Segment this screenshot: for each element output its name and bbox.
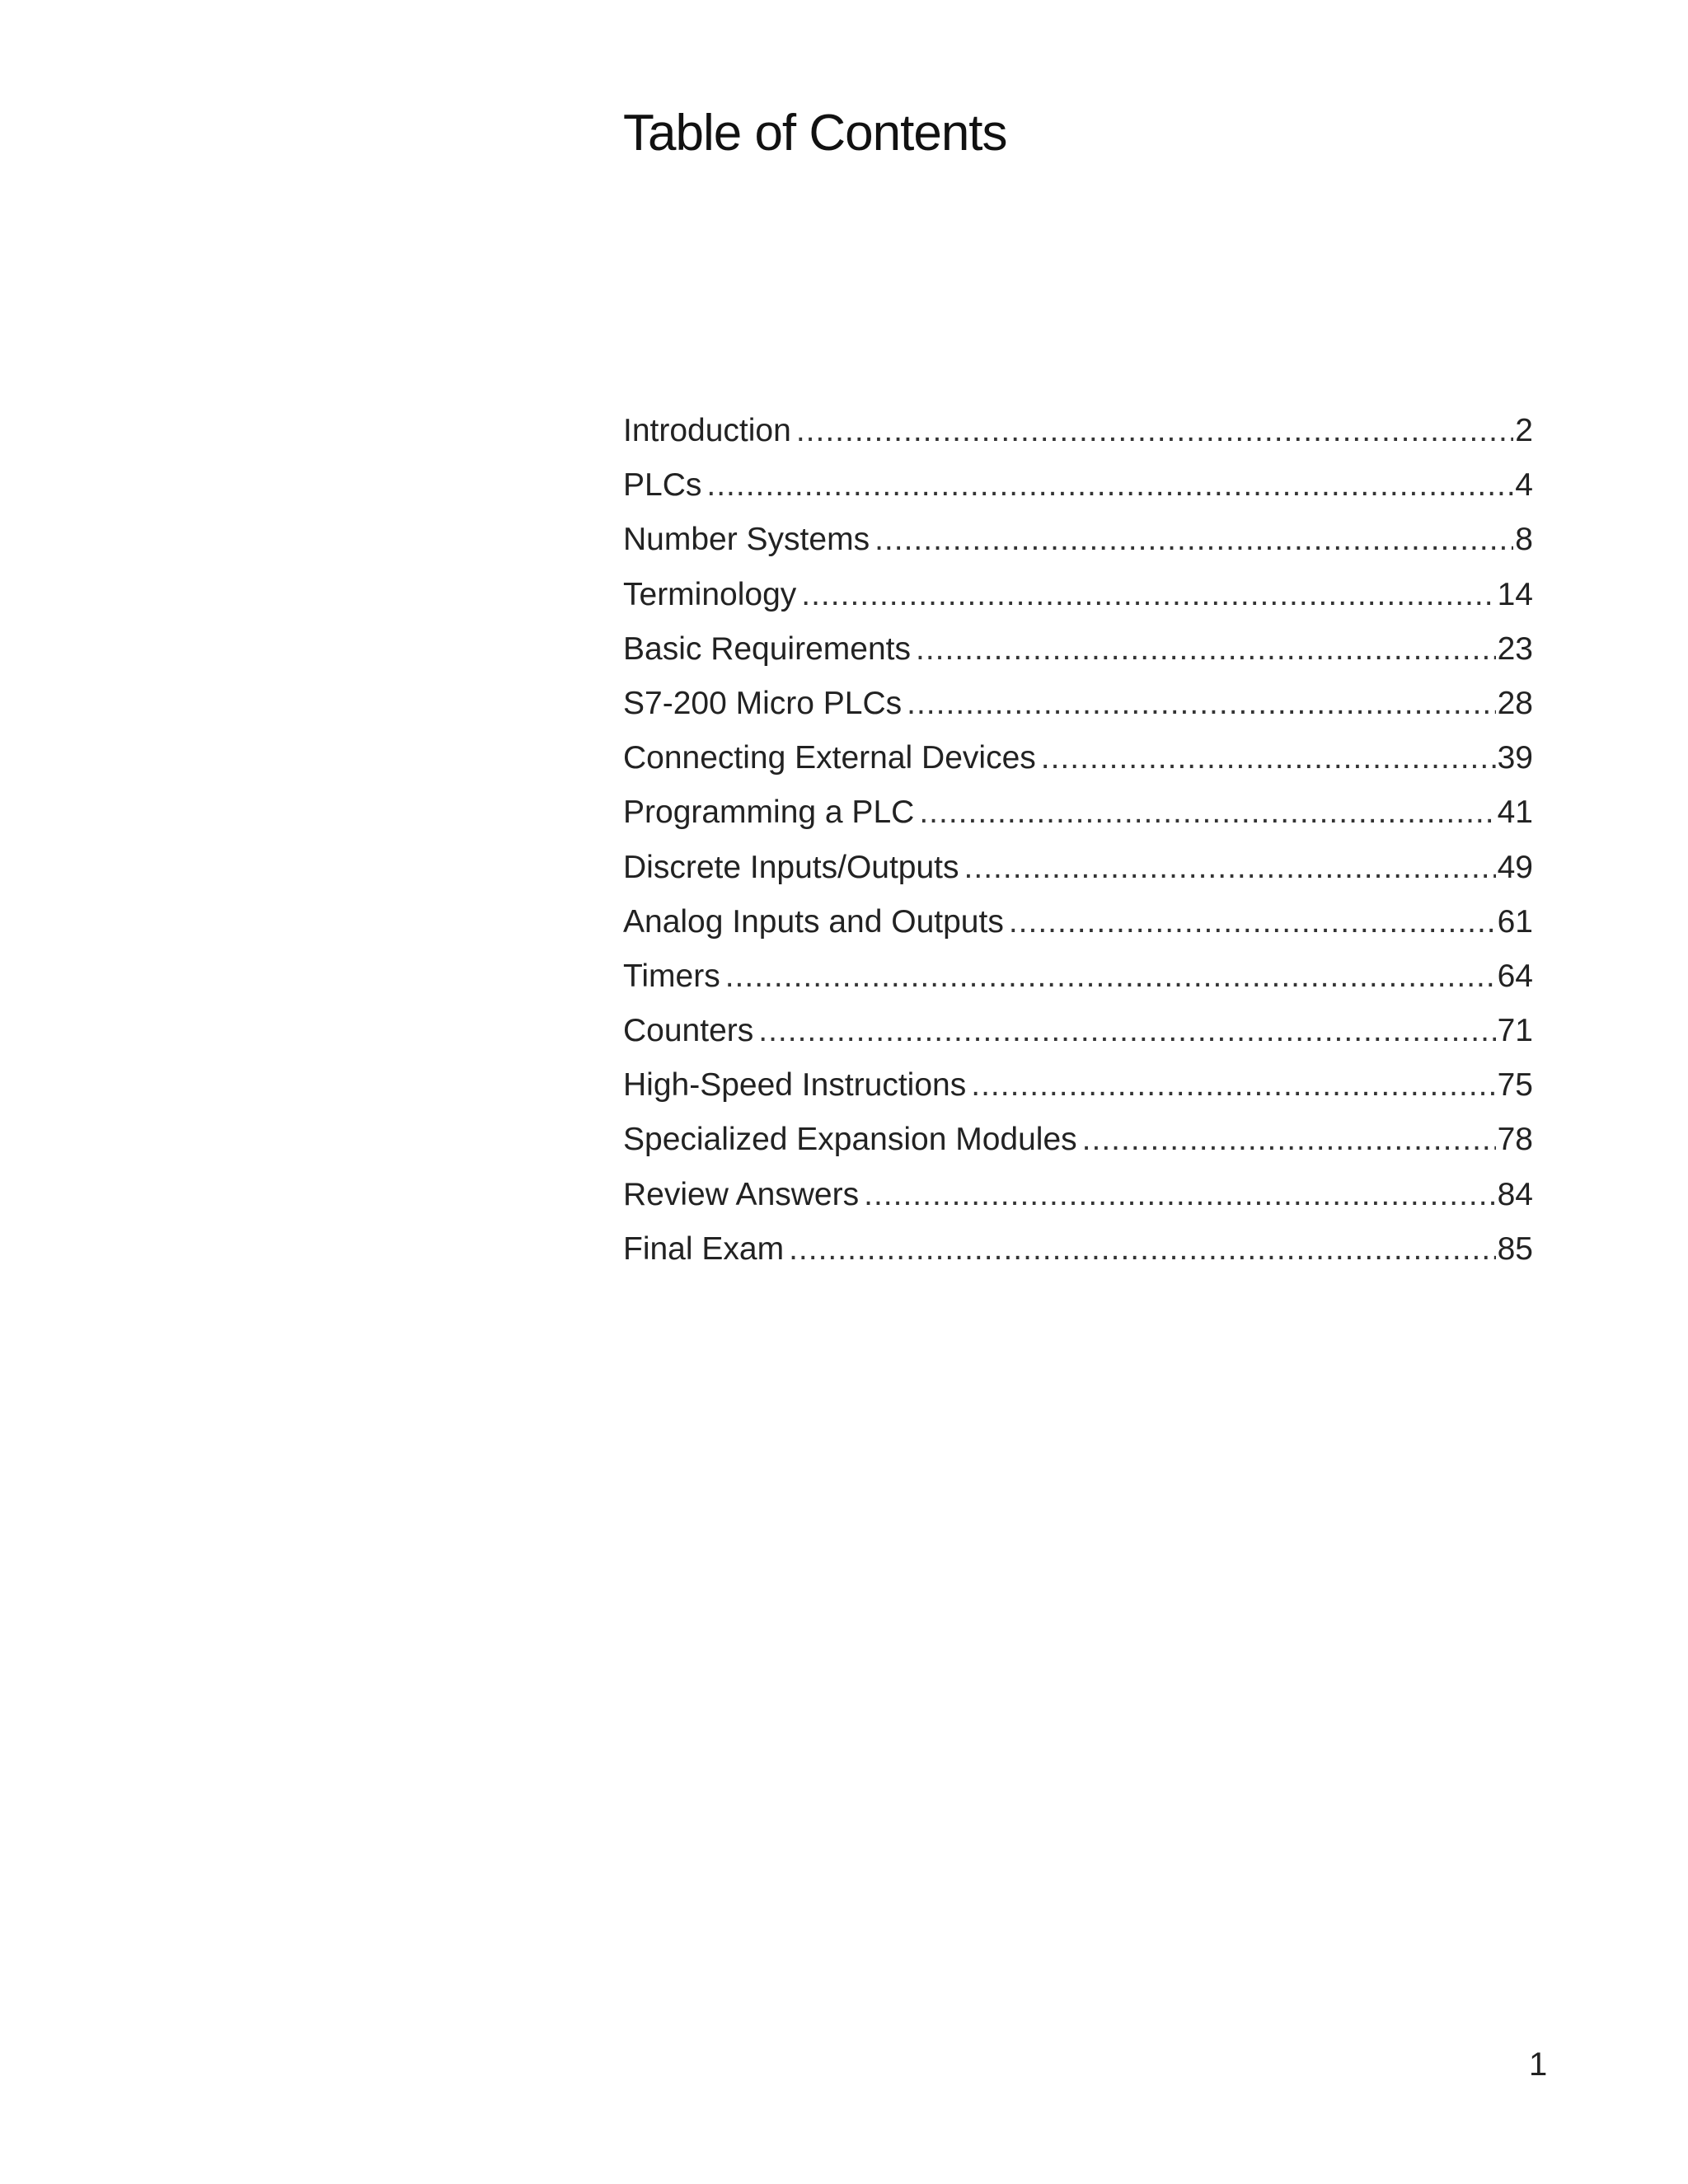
toc-dot-leader <box>758 1004 1495 1058</box>
toc-entry[interactable] <box>623 841 1533 895</box>
toc-entry[interactable] <box>623 458 1533 513</box>
toc-entry[interactable] <box>623 1004 1533 1058</box>
toc-dot-leader <box>919 785 1495 840</box>
toc-entry[interactable] <box>623 622 1533 677</box>
toc-entry[interactable] <box>623 404 1533 458</box>
toc-entry-page: 8 <box>1515 522 1533 558</box>
toc-entry-page: 41 <box>1497 794 1533 831</box>
toc-entry-title: Counters <box>623 1013 754 1049</box>
toc-dot-leader <box>801 568 1495 622</box>
toc-entry-page: 78 <box>1497 1122 1533 1158</box>
toc-entry-page: 4 <box>1515 467 1533 504</box>
toc-entry-page: 85 <box>1497 1230 1533 1267</box>
toc-dot-leader <box>789 1222 1496 1277</box>
toc-entry-page: 23 <box>1497 630 1533 667</box>
toc-dot-leader <box>971 1058 1495 1113</box>
toc-entry-page: 71 <box>1497 1013 1533 1049</box>
toc-dot-leader <box>706 458 1513 513</box>
toc-entry-title: Programming a PLC <box>623 794 915 831</box>
toc-dot-leader <box>874 513 1513 567</box>
toc-entry-title: PLCs <box>623 467 702 504</box>
toc-entry-page: 61 <box>1497 903 1533 940</box>
table-of-contents <box>623 404 1533 1277</box>
toc-dot-leader <box>916 622 1496 677</box>
toc-entry-title: Basic Requirements <box>623 630 911 667</box>
toc-entry-title: Terminology <box>623 576 797 612</box>
toc-dot-leader <box>1041 731 1496 785</box>
toc-entry[interactable] <box>623 1113 1533 1167</box>
toc-entry-title: Number Systems <box>623 522 870 558</box>
toc-entry-title: High-Speed Instructions <box>623 1067 967 1104</box>
toc-entry-title: Introduction <box>623 413 791 448</box>
toc-entry[interactable] <box>623 1168 1533 1222</box>
toc-dot-leader <box>1082 1113 1496 1167</box>
toc-entry-page: 28 <box>1497 685 1533 721</box>
toc-entry-page: 75 <box>1497 1067 1533 1104</box>
toc-entry-page: 14 <box>1497 576 1533 612</box>
toc-entry-title: Specialized Expansion Modules <box>623 1122 1077 1158</box>
toc-entry-title: Analog Inputs and Outputs <box>623 903 1004 940</box>
toc-entry-page: 49 <box>1497 849 1533 885</box>
toc-entry-page: 2 <box>1515 413 1533 448</box>
page-title: Table of Contents <box>623 105 1007 162</box>
toc-dot-leader <box>864 1168 1496 1222</box>
toc-dot-leader <box>796 404 1513 458</box>
toc-entry[interactable] <box>623 785 1533 840</box>
toc-entry[interactable] <box>623 677 1533 731</box>
toc-entry-title: S7-200 Micro PLCs <box>623 685 903 721</box>
toc-entry-title: Final Exam <box>623 1230 785 1267</box>
toc-entry-page: 39 <box>1497 740 1533 776</box>
toc-entry-page: 84 <box>1497 1176 1533 1212</box>
toc-entry[interactable] <box>623 731 1533 785</box>
toc-entry-title: Timers <box>623 958 720 994</box>
toc-entry[interactable] <box>623 568 1533 622</box>
toc-entry-title: Discrete Inputs/Outputs <box>623 849 959 885</box>
page-number: 1 <box>1529 2046 1548 2083</box>
toc-entry-title: Connecting External Devices <box>623 740 1036 776</box>
toc-entry-title: Review Answers <box>623 1176 860 1212</box>
toc-entry[interactable] <box>623 513 1533 567</box>
toc-dot-leader <box>1009 895 1496 949</box>
toc-entry-page: 64 <box>1497 958 1533 994</box>
toc-entry[interactable] <box>623 895 1533 949</box>
toc-dot-leader <box>725 949 1496 1004</box>
toc-dot-leader <box>907 677 1495 731</box>
toc-entry[interactable] <box>623 949 1533 1004</box>
toc-entry[interactable] <box>623 1058 1533 1113</box>
toc-entry[interactable] <box>623 1222 1533 1277</box>
toc-dot-leader <box>964 841 1496 895</box>
